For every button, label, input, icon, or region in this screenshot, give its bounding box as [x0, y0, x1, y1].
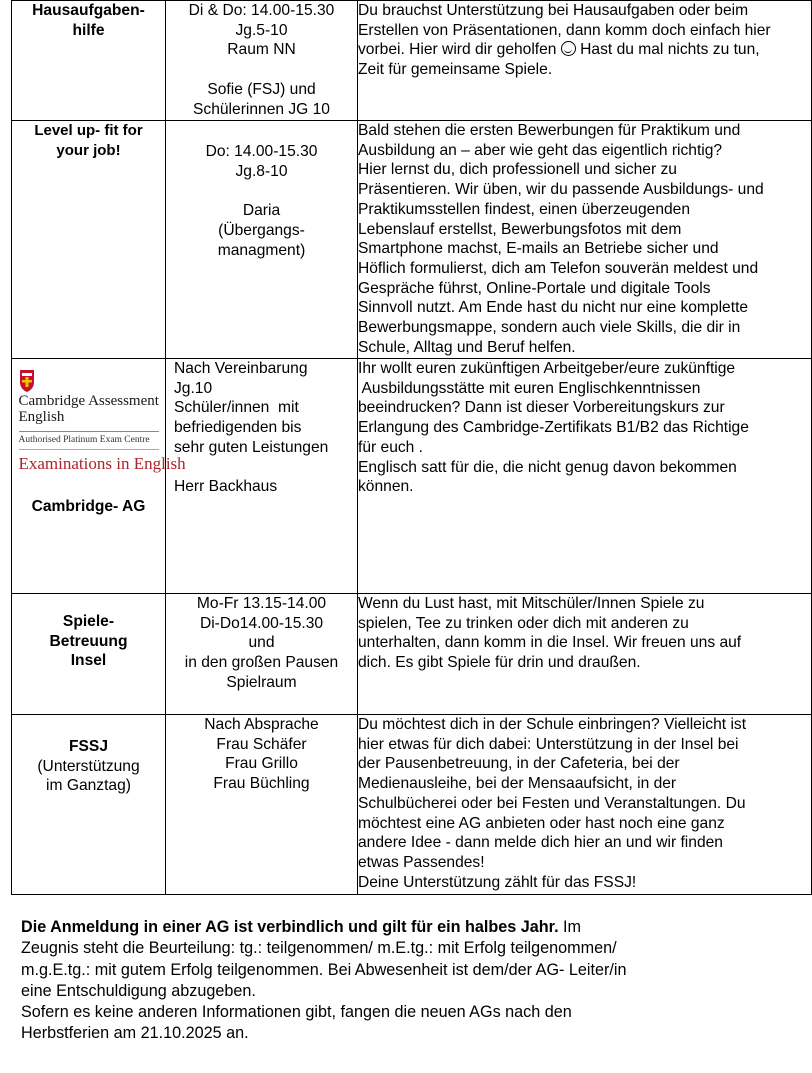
smiley-icon — [561, 41, 576, 56]
ag-description-cell: Bald stehen die ersten Bewerbungen für Praktikum und Ausbildung an – aber wie geht das eigentlich richtig? Hier lernst du, dich professionell und sicher zu Präsentieren. Wir üben, wir du passende Ausbildungs- und Praktikumsstellen findest, einen überzeugenden Lebenslauf erstellst, Bewerbungsfotos mit dem Smartphone machst, E-mails an Betriebe sicher und Höflich formulierst, dich am Telefon souverän meldest und Gespräche führst, Online-Portale und digitale Tools Sinnvoll nutzt. Am Ende hast du nicht nur eine komplette Bewerbungsmappe, sondern auch viele Skills, die dir in Schule, Alltag und Beruf helfen. — [358, 121, 812, 359]
ag-info-cell: Nach Absprache Frau Schäfer Frau Grillo Frau Büchling — [166, 715, 358, 895]
ag-info-cell: Nach Vereinbarung Jg.10 Schüler/innen mit befriedigenden bis sehr guten Leistungen Herr Backhaus — [166, 359, 358, 594]
table-row — [12, 359, 812, 594]
ag-description-cell: Du brauchst Unterstützung bei Hausaufgaben oder beim Erstellen von Präsentationen, dann komm doch einfach hier vorbei. Hier wird dir geholfen Hast du mal nichts zu tun, Zeit für gemeinsame Spiele. — [358, 1, 812, 121]
ag-description-cell: Ihr wollt euren zukünftigen Arbeitgeber/eure zukünftige Ausbildungsstätte mit euren Englischkenntnissen beeindrucken? Dann ist dieser Vorbereitungskurs zur Erlangung des Cambridge-Zertifikats B1/B2 das Richtige für euch . Englisch satt für die, die nicht genug davon bekommen können. — [358, 359, 812, 594]
ag-name-cell: Hausaufgaben- hilfe — [12, 1, 166, 121]
ag-info-cell: Di & Do: 14.00-15.30 Jg.5-10 Raum NN Sofie (FSJ) und Schülerinnen JG 10 — [166, 1, 358, 121]
ag-name-cell — [12, 359, 186, 594]
ag-info-cell: Do: 14.00-15.30 Jg.8-10 Daria (Übergangs- managment) — [166, 121, 358, 359]
ag-info-cell: Mo-Fr 13.15-14.00 Di-Do14.00-15.30 und in den großen Pausen Spielraum — [166, 594, 358, 715]
ag-table — [11, 0, 812, 895]
ag-description-cell: Wenn du Lust hast, mit Mitschüler/Innen Spiele zu spielen, Tee zu trinken oder dich mit anderen zu unterhalten, dann komm in die Insel. Wir freuen uns auf dich. Es gibt Spiele für drin und draußen. — [358, 594, 812, 715]
table-row — [12, 594, 812, 715]
cambridge-logo: Cambridge Assessment English Authorised Platinum Exam Centre Examinations in English — [19, 369, 159, 475]
cambridge-shield-icon — [19, 369, 35, 393]
ag-name: Cambridge- AG — [31, 498, 146, 515]
table-row — [12, 715, 812, 895]
registration-notice: Die Anmeldung in einer AG ist verbindlich und gilt für ein halbes Jahr. Im Zeugnis steht die Beurteilung: tg.: teilgenommen/ m.E.tg.: mit Erfolg teilgenommen/ m.g.E.tg.: mit gutem Erfolg teilgenommen. Bei Abwesenheit ist dem/der AG- Leiter/in eine Entschuldigung abzugeben. Sofern es keine anderen Informationen gibt, fangen die neuen AGs nach den Herbstferien am 21.10.2025 an. — [21, 918, 627, 1043]
table-row — [12, 121, 812, 359]
ag-name-cell: Level up- fit for your job! — [12, 121, 166, 359]
table-row — [12, 1, 812, 121]
ag-name-cell: Spiele- Betreuung Insel — [12, 594, 166, 715]
ag-description-cell: Du möchtest dich in der Schule einbringen? Vielleicht ist hier etwas für dich dabei: Unterstützung in der Insel bei der Pausenbetreuung, in der Cafeteria, bei der Medienausleihe, bei der Mensaaufsicht, in der Schulbücherei oder bei Festen und Veranstaltungen. Du möchtest eine AG anbieten oder hast noch eine ganz andere Idee - dann melde dich hier an und wir finden etwas Passendes! Deine Unterstützung zählt für das FSSJ! — [358, 715, 812, 895]
ag-name-cell: FSSJ (Unterstützung im Ganztag) — [12, 715, 166, 895]
